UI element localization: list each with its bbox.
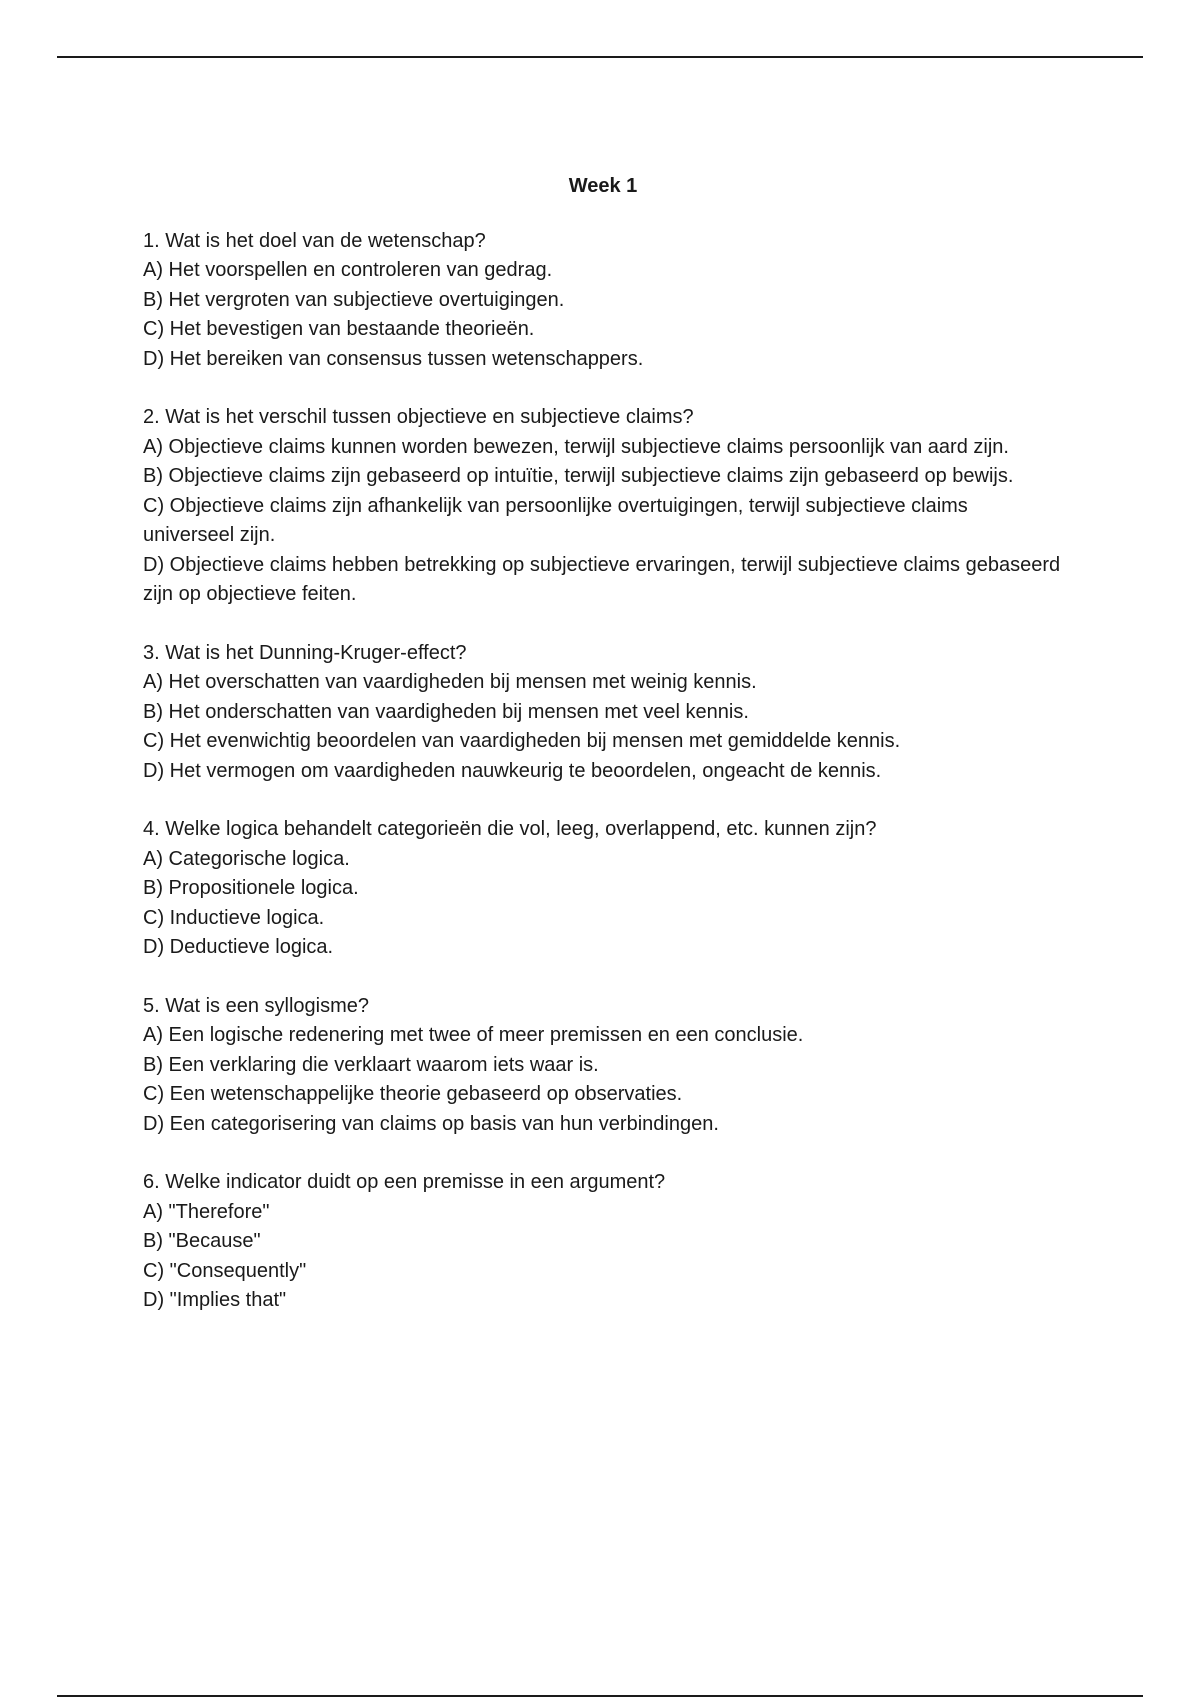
answer-option: A) Het overschatten van vaardigheden bij mensen met weinig kennis.	[143, 671, 757, 693]
document-body	[143, 172, 1063, 1345]
question-text: 1. Wat is het doel van de wetenschap?	[143, 229, 486, 252]
answer-option: D) Objectieve claims hebben betrekking op subjectieve ervaringen, terwijl subjectieve claims gebaseerd zijn op objectieve feiten.	[143, 553, 1061, 605]
answer-option: D) Het bereiken van consensus tussen wetenschappers.	[143, 347, 644, 370]
answer-option: C) Inductieve logica.	[143, 906, 325, 929]
answer-option: B) Het vergroten van subjectieve overtuigingen.	[143, 288, 565, 311]
question-text: 6. Welke indicator duidt op een premisse in een argument?	[143, 1171, 666, 1193]
answer-option: D) Een categorisering van claims op basis van hun verbindingen.	[143, 1112, 719, 1135]
answer-option: A) Het voorspellen en controleren van gedrag.	[143, 259, 553, 281]
answer-option: B) Propositionele logica.	[143, 877, 359, 899]
answer-option: B) Een verklaring die verklaart waarom iets waar is.	[143, 1053, 599, 1076]
answer-option: C) Het evenwichtig beoordelen van vaardigheden bij mensen met gemiddelde kennis.	[143, 730, 901, 752]
answer-option: A) "Therefore"	[143, 1200, 270, 1223]
question-block	[143, 992, 1063, 1140]
answer-option: B) "Because"	[143, 1230, 261, 1252]
header-rule	[57, 56, 1143, 58]
question-block	[143, 1168, 1063, 1316]
question-text: 3. Wat is het Dunning-Kruger-effect?	[143, 641, 467, 664]
question-text: 2. Wat is het verschil tussen objectieve en subjectieve claims?	[143, 406, 694, 428]
answer-option: A) Categorische logica.	[143, 847, 350, 870]
question-text: 4. Welke logica behandelt categorieën die vol, leeg, overlappend, etc. kunnen zijn?	[143, 818, 877, 840]
answer-option: C) Een wetenschappelijke theorie gebaseerd op observaties.	[143, 1083, 683, 1105]
answer-option: C) Objectieve claims zijn afhankelijk van persoonlijke overtuigingen, terwijl subjectieve claims universeel zijn.	[143, 494, 968, 546]
answer-option: A) Een logische redenering met twee of meer premissen en een conclusie.	[143, 1024, 804, 1046]
answer-option: B) Objectieve claims zijn gebaseerd op intuïtie, terwijl subjectieve claims zijn gebaseerd op bewijs.	[143, 465, 1014, 487]
question-block	[143, 403, 1063, 610]
page-title: Week 1	[568, 175, 638, 197]
answer-option: A) Objectieve claims kunnen worden bewezen, terwijl subjectieve claims persoonlijk van aard zijn.	[143, 435, 1009, 458]
question-block	[143, 815, 1063, 963]
answer-option: D) Het vermogen om vaardigheden nauwkeurig te beoordelen, ongeacht de kennis.	[143, 759, 882, 782]
footer-rule	[57, 1695, 1143, 1697]
question-block	[143, 639, 1063, 787]
answer-option: D) Deductieve logica.	[143, 936, 334, 958]
answer-option: B) Het onderschatten van vaardigheden bij mensen met veel kennis.	[143, 700, 749, 723]
answer-option: D) "Implies that"	[143, 1289, 287, 1311]
question-block	[143, 227, 1063, 375]
answer-option: C) "Consequently"	[143, 1259, 307, 1282]
question-text: 5. Wat is een syllogisme?	[143, 994, 370, 1017]
answer-option: C) Het bevestigen van bestaande theorieën.	[143, 318, 535, 340]
